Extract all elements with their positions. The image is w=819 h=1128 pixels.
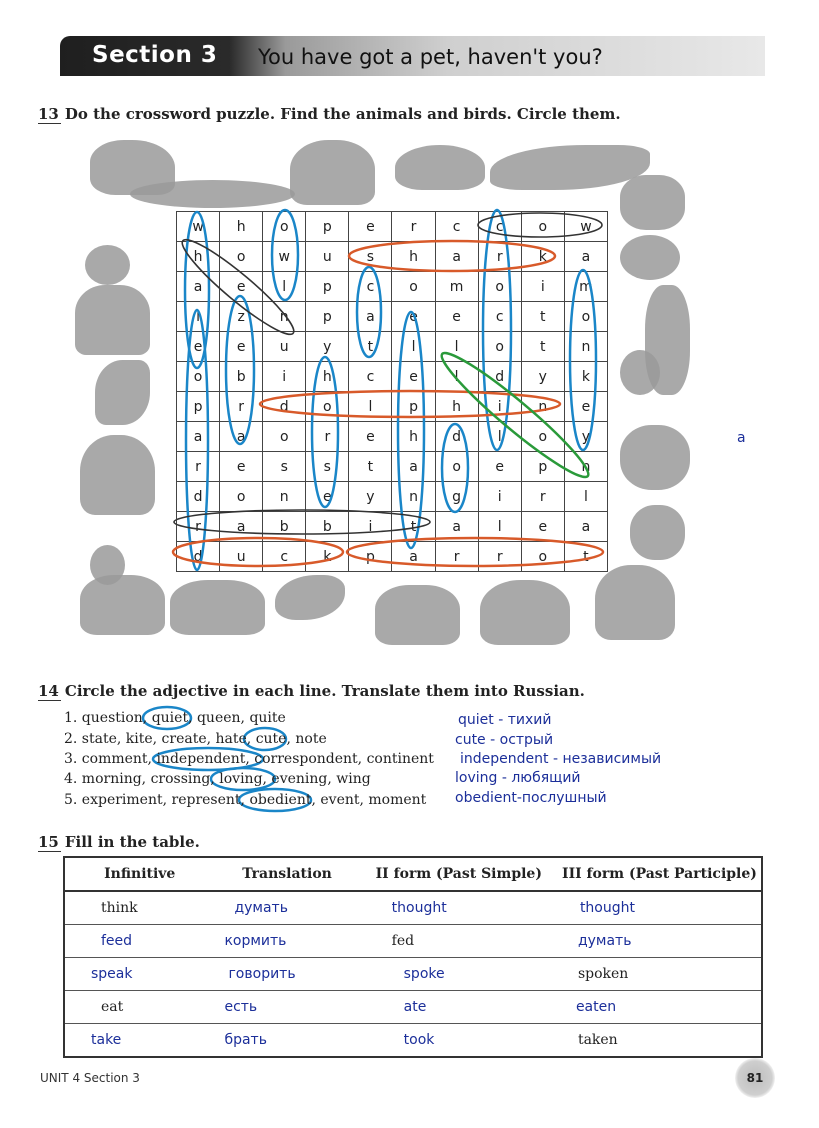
grid-cell: i — [349, 512, 392, 542]
task14-line-4: 4. morning, crossing, loving, evening, wing — [64, 771, 371, 787]
grid-cell: a — [177, 422, 220, 452]
grid-cell: d — [435, 422, 478, 452]
grid-cell: b — [263, 512, 306, 542]
translation-5: obedient-послушный — [455, 790, 607, 806]
grid-cell: l — [564, 482, 607, 512]
grid-cell: e — [564, 392, 607, 422]
grid-cell: b — [220, 362, 263, 392]
grid-cell: o — [263, 422, 306, 452]
grid-cell: r — [306, 422, 349, 452]
grid-cell: u — [306, 242, 349, 272]
grid-cell: k — [564, 362, 607, 392]
grid-row — [177, 452, 608, 482]
grid-cell: e — [306, 482, 349, 512]
grid-cell: t — [349, 332, 392, 362]
grid-cell: a — [220, 512, 263, 542]
table-header-row — [64, 857, 762, 891]
elephant-icon — [80, 435, 155, 515]
grid-cell: o — [478, 332, 521, 362]
crossword-grid — [176, 211, 608, 568]
grid-cell: p — [306, 212, 349, 242]
grid-cell: t — [349, 452, 392, 482]
task13-heading — [38, 104, 621, 123]
grid-cell: p — [306, 272, 349, 302]
grid-cell: y — [349, 482, 392, 512]
grid-cell: o — [521, 422, 564, 452]
grid-cell: k — [521, 242, 564, 272]
grid-cell: l — [478, 512, 521, 542]
grid-cell: c — [435, 212, 478, 242]
grid-cell: a — [220, 422, 263, 452]
grid-cell: p — [306, 302, 349, 332]
grid-cell: r — [521, 482, 564, 512]
grid-row — [177, 212, 608, 242]
grid-cell: y — [564, 422, 607, 452]
grid-cell: r — [478, 542, 521, 572]
cell-past-simple: ate — [360, 991, 558, 1024]
grid-cell: o — [521, 542, 564, 572]
cell-translation: думать — [214, 891, 359, 925]
grid-row — [177, 392, 608, 422]
cell-past-simple: spoke — [360, 958, 558, 991]
table-row — [64, 958, 762, 991]
footer-unit-label: UNIT 4 Section 3 — [40, 1071, 140, 1085]
cell-past-participle: taken — [558, 1024, 762, 1058]
grid-row — [177, 302, 608, 332]
cat-icon — [620, 175, 685, 230]
grid-cell: y — [306, 332, 349, 362]
grid-cell: t — [521, 302, 564, 332]
crocodile-icon — [130, 180, 295, 208]
cell-past-participle: eaten — [558, 991, 762, 1024]
grid-cell: c — [478, 212, 521, 242]
grid-cell: h — [392, 422, 435, 452]
grid-cell: d — [263, 392, 306, 422]
page-number: 81 — [735, 1058, 775, 1098]
grid-cell: a — [177, 272, 220, 302]
grid-cell: e — [435, 302, 478, 332]
grid-cell: o — [521, 212, 564, 242]
grid-cell: o — [306, 392, 349, 422]
grid-cell: n — [521, 392, 564, 422]
grid-cell: c — [349, 272, 392, 302]
grid-cell: o — [564, 302, 607, 332]
grid-cell: h — [306, 362, 349, 392]
grid-cell: r — [177, 512, 220, 542]
grid-cell: c — [349, 362, 392, 392]
task15-instruction: Fill in the table. — [64, 833, 200, 851]
task14-line-1: 1. question, quiet, queen, quite — [64, 710, 286, 726]
grid-cell: s — [306, 452, 349, 482]
grid-cell: y — [521, 362, 564, 392]
cell-past-simple: thought — [360, 891, 558, 925]
task14-line-3: 3. comment, independent, correspondent, continent — [64, 751, 434, 767]
grid-cell: a — [392, 542, 435, 572]
grid-cell: n — [392, 482, 435, 512]
cell-infinitive: think — [64, 891, 214, 925]
grid-cell: h — [392, 242, 435, 272]
verb-forms-table — [63, 856, 763, 1058]
grid-cell: r — [177, 452, 220, 482]
grid-cell: n — [564, 452, 607, 482]
grid-cell: w — [564, 212, 607, 242]
cell-infinitive: feed — [64, 925, 214, 958]
grid-cell: i — [478, 482, 521, 512]
grid-cell: a — [564, 512, 607, 542]
grid-cell: r — [220, 392, 263, 422]
grid-cell: e — [521, 512, 564, 542]
grid-cell: e — [478, 452, 521, 482]
grid-cell: p — [349, 542, 392, 572]
table-row — [64, 925, 762, 958]
grid-cell: i — [263, 362, 306, 392]
header-infinitive: Infinitive — [64, 857, 214, 891]
grid-cell: n — [564, 332, 607, 362]
grid-cell: l — [349, 392, 392, 422]
grid-cell: d — [478, 362, 521, 392]
grid-cell: l — [263, 272, 306, 302]
grid-cell: a — [435, 242, 478, 272]
grid-cell: o — [220, 482, 263, 512]
grid-cell: o — [220, 242, 263, 272]
grid-cell: p — [177, 392, 220, 422]
dolphin-icon — [275, 575, 345, 620]
cell-translation: говорить — [214, 958, 359, 991]
grid-cell: k — [306, 542, 349, 572]
wolf-icon — [80, 575, 165, 635]
grid-cell: o — [177, 362, 220, 392]
grid-cell: u — [220, 542, 263, 572]
eagle-icon — [395, 145, 485, 190]
section-title: You have got a pet, haven't you? — [258, 45, 603, 69]
task14-instruction: Circle the adjective in each line. Translate them into Russian. — [64, 682, 585, 700]
task14-line-2: 2. state, kite, create, hate, cute, note — [64, 731, 327, 747]
grid-row — [177, 332, 608, 362]
grid-cell: e — [392, 362, 435, 392]
grid-cell: s — [349, 242, 392, 272]
table-row — [64, 991, 762, 1024]
cell-past-participle: thought — [558, 891, 762, 925]
task13-instruction: Do the crossword puzzle. Find the animals and birds. Circle them. — [64, 105, 621, 123]
grid-cell: h — [220, 212, 263, 242]
grid-cell: o — [263, 212, 306, 242]
dolphin-icon — [95, 360, 150, 425]
cell-past-simple: fed — [360, 925, 558, 958]
grid-row — [177, 542, 608, 572]
grid-cell: g — [435, 482, 478, 512]
grid-row — [177, 512, 608, 542]
grid-cell: e — [220, 452, 263, 482]
grid-cell: e — [349, 422, 392, 452]
grid-cell: p — [392, 392, 435, 422]
cell-translation: кормить — [214, 925, 359, 958]
table-row — [64, 1024, 762, 1058]
grid-cell: a — [435, 512, 478, 542]
grid-cell: c — [478, 302, 521, 332]
grid-cell: n — [263, 482, 306, 512]
cell-past-participle: spoken — [558, 958, 762, 991]
task15-number: 15 — [38, 833, 59, 851]
grid-row — [177, 272, 608, 302]
grid-cell: e — [392, 302, 435, 332]
header-translation: Translation — [214, 857, 359, 891]
grid-cell: i — [478, 392, 521, 422]
grid-cell: l — [435, 362, 478, 392]
cell-infinitive: eat — [64, 991, 214, 1024]
grid-cell: z — [220, 302, 263, 332]
dog-icon — [595, 565, 675, 640]
grid-cell: e — [349, 212, 392, 242]
grid-cell: a — [392, 452, 435, 482]
grid-cell: a — [349, 302, 392, 332]
grid-row — [177, 242, 608, 272]
grid-cell: a — [564, 242, 607, 272]
grid-cell: t — [521, 332, 564, 362]
grid-cell: r — [435, 542, 478, 572]
grid-cell: h — [435, 392, 478, 422]
translation-1: quiet - тихий — [458, 712, 552, 728]
task13-number: 13 — [38, 105, 59, 123]
grid-row — [177, 422, 608, 452]
side-mark: a — [737, 430, 746, 446]
grid-cell: l — [392, 332, 435, 362]
grid-cell: b — [306, 512, 349, 542]
cell-past-simple: took — [360, 1024, 558, 1058]
grid-row — [177, 482, 608, 512]
grid-cell: u — [263, 332, 306, 362]
task14-line-5: 5. experiment, represent, obedient, event, moment — [64, 792, 427, 808]
cell-infinitive: speak — [64, 958, 214, 991]
translation-4: loving - любящий — [455, 770, 581, 786]
dog-icon — [630, 505, 685, 560]
translation-2: cute - острый — [455, 732, 554, 748]
kitten-icon — [620, 350, 660, 395]
translation-3: independent - независимый — [460, 751, 662, 767]
grid-cell: l — [177, 302, 220, 332]
cell-translation: брать — [214, 1024, 359, 1058]
task14-number: 14 — [38, 682, 59, 700]
grid-cell: e — [220, 332, 263, 362]
grid-cell: w — [263, 242, 306, 272]
grid-cell: o — [478, 272, 521, 302]
horse-icon — [75, 285, 150, 355]
bird-icon — [85, 245, 130, 285]
grid-cell: w — [177, 212, 220, 242]
rabbit-icon — [620, 235, 680, 280]
grid-cell: s — [263, 452, 306, 482]
cell-past-participle: думать — [558, 925, 762, 958]
task15-heading — [38, 832, 200, 851]
grid-cell: d — [177, 542, 220, 572]
grid-row — [177, 362, 608, 392]
grid-cell: m — [564, 272, 607, 302]
header-past-participle: III form (Past Participle) — [558, 857, 762, 891]
lion-icon — [480, 580, 570, 645]
puppy-icon — [620, 425, 690, 490]
grid-cell: l — [435, 332, 478, 362]
grid-cell: o — [392, 272, 435, 302]
grid-cell: r — [478, 242, 521, 272]
grid-cell: i — [521, 272, 564, 302]
cow-icon — [375, 585, 460, 645]
grid-cell: n — [263, 302, 306, 332]
camel-icon — [290, 140, 375, 205]
grid-cell: d — [177, 482, 220, 512]
cell-infinitive: take — [64, 1024, 214, 1058]
grid-cell: m — [435, 272, 478, 302]
cell-translation: есть — [214, 991, 359, 1024]
crossword-table — [176, 211, 608, 572]
grid-cell: h — [177, 242, 220, 272]
grid-cell: p — [521, 452, 564, 482]
table-row — [64, 891, 762, 925]
header-past-simple: II form (Past Simple) — [360, 857, 558, 891]
grid-cell: e — [220, 272, 263, 302]
grid-cell: o — [435, 452, 478, 482]
task14-heading — [38, 681, 585, 700]
grid-cell: t — [392, 512, 435, 542]
section-label: Section 3 — [92, 42, 218, 68]
grid-cell: t — [564, 542, 607, 572]
grid-cell: l — [478, 422, 521, 452]
grid-cell: r — [392, 212, 435, 242]
grid-cell: c — [263, 542, 306, 572]
grid-cell: e — [177, 332, 220, 362]
tiger-icon — [170, 580, 265, 635]
